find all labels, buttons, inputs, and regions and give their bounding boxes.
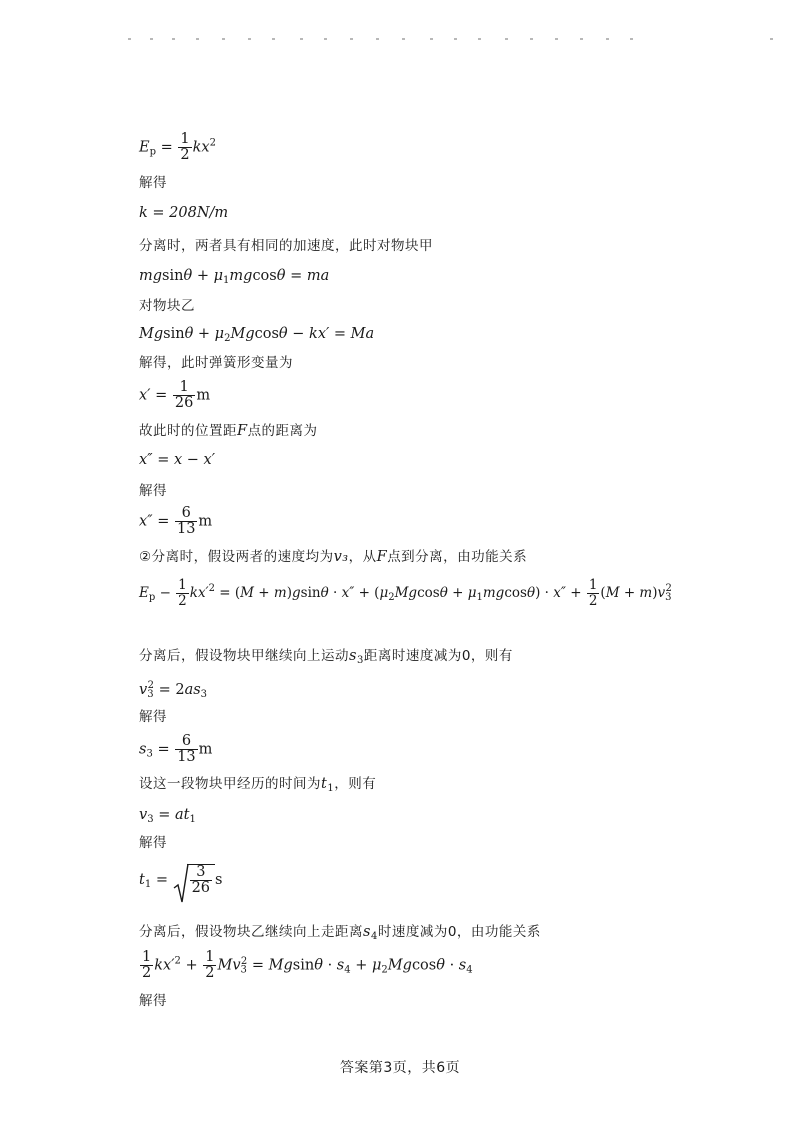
text-fenli-hou-yi: 分离后，假设物块乙继续向上走距离$s_4$时速度减为0，由功能关系 (139, 924, 541, 942)
text-fenli-hou-yi-a: 分离后，假设物块乙继续向上走距离 (139, 924, 363, 940)
sqrt-symbol: $\frac{3}{26}$ (173, 864, 215, 896)
text-fenli2-b: ，从 (348, 549, 377, 565)
text-she-a: 设这一段物块甲经历的时间为 (139, 776, 321, 792)
text-fenli-jia: 分离时，两者具有相同的加速度，此时对物块甲 (139, 238, 433, 254)
text-fenli2-c: 点到分离，由功能关系 (387, 549, 528, 565)
formula-v3-at1: $v_3 = at_1$ (139, 807, 196, 825)
point-f-label: F (237, 423, 248, 439)
text-jiede-1: 解得 (139, 175, 167, 191)
formula-jia-force: $mgsin\theta + \mu_1mgcos\theta$ = ma (139, 268, 330, 286)
text-jiede-3: 解得 (139, 709, 167, 725)
formula-energy-conservation: $E_p$ − $\frac{1}{2}$ $kx'^2 = (M + m)gsin\theta \cdot x'' + (\mu_2Mgcos\theta + \mu_1mgcos\theta) \cdot x''$ + $\frac{1}{2}$ $(M + m)v_3^2$ (139, 577, 672, 609)
text-weizhi-head: 故此时的位置距 (139, 423, 237, 439)
text-fenli-hou-b: 距离时速度减为0，则有 (363, 648, 513, 664)
page-footer: 答案第3页，共6页 (339, 1060, 461, 1076)
formula-t1-value: $t_1$ = $\frac{3}{26}$ s (139, 864, 222, 896)
point-f-label-2: F (376, 549, 388, 565)
text-jiede-bianxing: 解得，此时弹簧形变量为 (139, 355, 293, 371)
formula-s3-value: $s_3$ = $\frac{6}{13}$ m (139, 733, 213, 765)
text-dui-yi: 对物块乙 (139, 298, 195, 314)
text-fenli-hou-jia: 分离后，假设物块甲继续向上运动$s_3$距离时速度减为0，则有 (139, 648, 513, 666)
formula-x-double-prime: x″ = x − x′ (139, 452, 216, 468)
text-jiede-4: 解得 (139, 835, 167, 851)
text-jiede-5: 解得 (139, 993, 167, 1009)
text-she-shijian: 设这一段物块甲经历的时间为$t_1$，则有 (139, 776, 377, 794)
scan-artifact-dots (0, 38, 800, 44)
formula-k-value: k = 208N/m (139, 205, 229, 221)
v3-label: v₃ (333, 549, 349, 565)
formula-yi-force: $Mgsin\theta + \mu_2Mgcos\theta - kx' = Ma$ (139, 326, 375, 344)
formula-x-double-prime-value: x″ = $\frac{6}{13}$ m (139, 505, 213, 537)
formula-ep: $E_p$ = $\frac{1}{2}$ $kx^2$ (139, 131, 216, 163)
formula-x-prime: x′ = $\frac{1}{26}$ m (139, 379, 211, 411)
text-fenli-2 (139, 547, 527, 567)
text-weizhi-tail: 点的距离为 (247, 423, 318, 439)
formula-yi-energy: $\frac{1}{2}$ $kx'^2$ + $\frac{1}{2}$ $Mv_3^2 = Mgsin\theta \cdot s_4 + \mu_2Mgcos\theta \cdot s_4$ (142, 949, 473, 981)
text-weizhi (139, 421, 318, 441)
text-jiede-2: 解得 (139, 483, 167, 499)
text-fenli-hou-yi-b: 时速度减为0，由功能关系 (377, 924, 541, 940)
text-fenli-hou-a: 分离后，假设物块甲继续向上运动 (139, 648, 349, 664)
text-fenli2-a: ②分离时，假设两者的速度均为 (139, 549, 334, 565)
formula-v3-squared: $v_3^2 = 2as_3$ (139, 680, 208, 700)
text-she-b: ，则有 (334, 776, 377, 792)
